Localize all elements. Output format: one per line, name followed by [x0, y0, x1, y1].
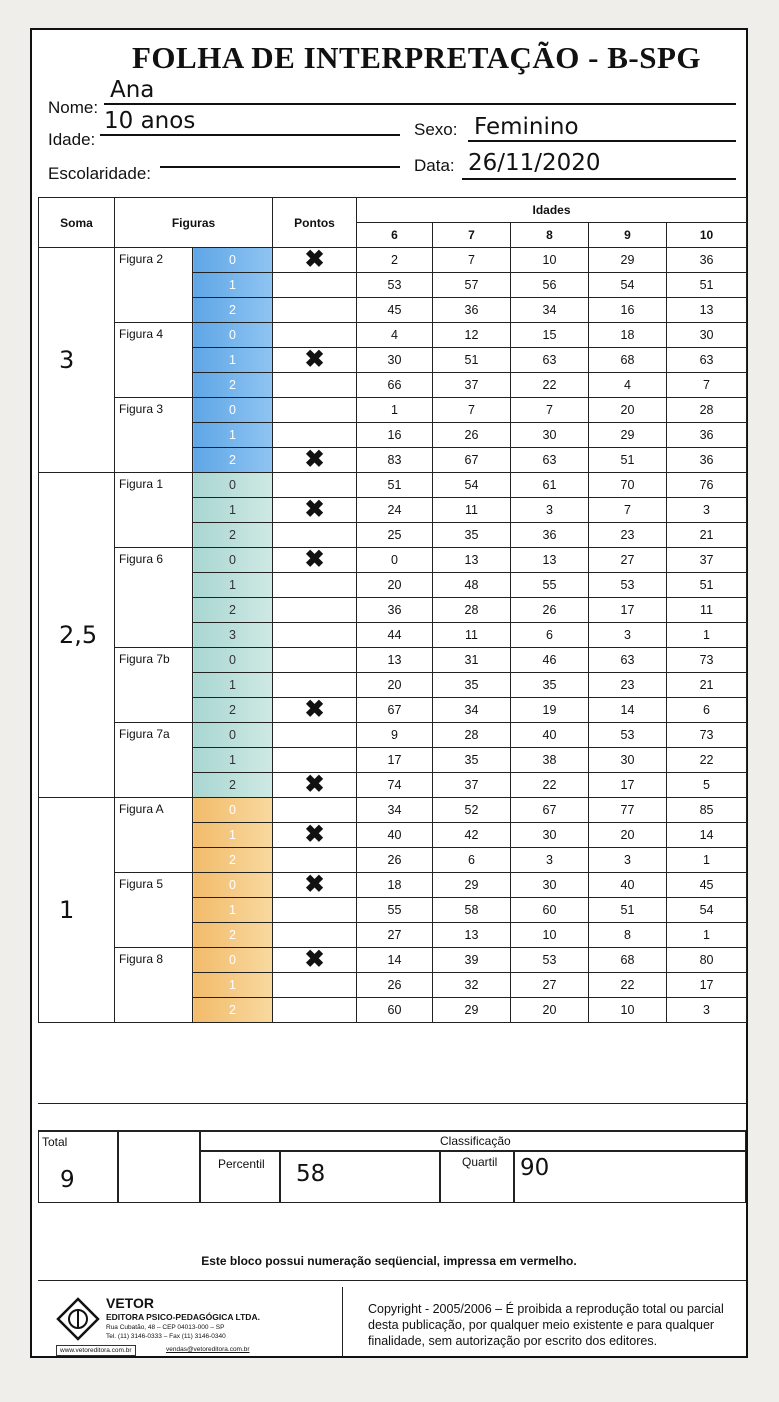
- form-title: FOLHA DE INTERPRETAÇÃO - B-SPG: [132, 40, 702, 75]
- age-value-cell: 17: [589, 773, 667, 798]
- age-value-cell: 73: [667, 648, 747, 673]
- pontos-cell[interactable]: [273, 323, 357, 348]
- age-value-cell: 36: [667, 248, 747, 273]
- age-value-cell: 28: [433, 598, 511, 623]
- classificacao-label: Classificação: [440, 1134, 511, 1148]
- table-row: [39, 548, 747, 573]
- age-value-cell: 66: [357, 373, 433, 398]
- age-value-cell: 10: [511, 248, 589, 273]
- company-website[interactable]: www.vetoreditora.com.br: [56, 1345, 136, 1356]
- age-value-cell: 24: [357, 498, 433, 523]
- age-value-cell: 9: [357, 723, 433, 748]
- age-value-cell: 48: [433, 573, 511, 598]
- age-value-cell: 38: [511, 748, 589, 773]
- age-value-cell: 14: [357, 948, 433, 973]
- age-value-cell: 7: [433, 248, 511, 273]
- figure-level: 0: [193, 873, 273, 898]
- age-value-cell: 34: [433, 698, 511, 723]
- table-body: [39, 248, 747, 1023]
- age-value-cell: 7: [433, 398, 511, 423]
- age-value-cell: 25: [357, 523, 433, 548]
- cross-mark-icon: ✖: [304, 946, 325, 973]
- age-value-cell: 80: [667, 948, 747, 973]
- figure-level: 0: [193, 473, 273, 498]
- summary-block: [38, 1103, 746, 1203]
- sexo-line: [468, 140, 736, 142]
- age-value-cell: 30: [589, 748, 667, 773]
- age-value-cell: 44: [357, 623, 433, 648]
- pontos-cell[interactable]: [273, 573, 357, 598]
- figure-name: Figura 7b: [115, 648, 193, 723]
- age-value-cell: 18: [589, 323, 667, 348]
- total-label: Total: [42, 1135, 68, 1149]
- age-header: 9: [589, 223, 667, 248]
- age-value-cell: 51: [357, 473, 433, 498]
- age-value-cell: 1: [667, 923, 747, 948]
- form-sheet: [30, 28, 748, 1358]
- scoring-table: [38, 197, 747, 1023]
- col-idades: Idades: [357, 198, 747, 223]
- figure-level: 0: [193, 798, 273, 823]
- age-value-cell: 6: [433, 848, 511, 873]
- figure-level: 0: [193, 948, 273, 973]
- col-figuras: Figuras: [115, 198, 273, 248]
- age-value-cell: 1: [357, 398, 433, 423]
- pontos-cell[interactable]: [273, 973, 357, 998]
- age-value-cell: 51: [667, 573, 747, 598]
- age-value-cell: 13: [357, 648, 433, 673]
- company-address: Rua Cubatão, 48 – CEP 04013-000 – SP: [106, 1324, 225, 1331]
- age-value-cell: 4: [589, 373, 667, 398]
- age-value-cell: 53: [589, 573, 667, 598]
- cross-mark-icon: ✖: [304, 246, 325, 273]
- age-value-cell: 20: [511, 998, 589, 1023]
- age-value-cell: 23: [589, 673, 667, 698]
- figure-level: 1: [193, 348, 273, 373]
- figure-level: 0: [193, 723, 273, 748]
- figure-level: 1: [193, 573, 273, 598]
- percentil-label: Percentil: [218, 1157, 265, 1171]
- nome-value[interactable]: Ana: [110, 77, 155, 103]
- age-value-cell: 30: [511, 873, 589, 898]
- idade-line: [100, 134, 400, 136]
- escolaridade-label: Escolaridade:: [48, 164, 152, 183]
- pontos-cell[interactable]: [273, 423, 357, 448]
- sequential-note: Este bloco possui numeração seqüencial, impressa em vermelho.: [201, 1254, 577, 1268]
- age-value-cell: 7: [511, 398, 589, 423]
- idade-label: Idade:: [48, 130, 96, 149]
- age-value-cell: 22: [589, 973, 667, 998]
- data-value[interactable]: 26/11/2020: [468, 150, 601, 176]
- age-value-cell: 45: [357, 298, 433, 323]
- age-value-cell: 26: [433, 423, 511, 448]
- age-value-cell: 16: [357, 423, 433, 448]
- age-value-cell: 3: [511, 498, 589, 523]
- table-row: [39, 723, 747, 748]
- pontos-cell[interactable]: [273, 473, 357, 498]
- age-value-cell: 35: [511, 673, 589, 698]
- figure-level: 1: [193, 823, 273, 848]
- age-value-cell: 67: [433, 448, 511, 473]
- figure-name: Figura 2: [115, 248, 193, 323]
- age-value-cell: 0: [357, 548, 433, 573]
- age-value-cell: 32: [433, 973, 511, 998]
- soma-value: 1: [39, 798, 115, 1023]
- table-row: [39, 248, 747, 273]
- pontos-cell[interactable]: [273, 698, 357, 723]
- age-value-cell: 8: [589, 923, 667, 948]
- table-row: [39, 873, 747, 898]
- age-value-cell: 7: [589, 498, 667, 523]
- age-value-cell: 29: [433, 998, 511, 1023]
- figure-name: Figura 7a: [115, 723, 193, 798]
- cross-mark-icon: ✖: [304, 346, 325, 373]
- cross-mark-icon: ✖: [304, 496, 325, 523]
- age-value-cell: 14: [667, 823, 747, 848]
- company-name: EDITORA PSICO-PEDAGÓGICA LTDA.: [106, 1312, 260, 1322]
- figure-level: 2: [193, 598, 273, 623]
- pontos-cell[interactable]: [273, 398, 357, 423]
- age-value-cell: 40: [357, 823, 433, 848]
- figure-level: 0: [193, 248, 273, 273]
- figure-level: 3: [193, 623, 273, 648]
- pontos-cell[interactable]: [273, 748, 357, 773]
- footer: [38, 1280, 746, 1361]
- age-value-cell: 20: [589, 823, 667, 848]
- pontos-cell[interactable]: [273, 948, 357, 973]
- age-value-cell: 13: [433, 548, 511, 573]
- age-value-cell: 53: [357, 273, 433, 298]
- age-value-cell: 12: [433, 323, 511, 348]
- age-value-cell: 3: [589, 623, 667, 648]
- age-header: 8: [511, 223, 589, 248]
- age-value-cell: 36: [433, 298, 511, 323]
- age-value-cell: 2: [357, 248, 433, 273]
- age-value-cell: 45: [667, 873, 747, 898]
- cross-mark-icon: ✖: [304, 696, 325, 723]
- age-value-cell: 22: [511, 373, 589, 398]
- percentil-value[interactable]: 58: [296, 1161, 326, 1187]
- figure-level: 2: [193, 373, 273, 398]
- data-line: [462, 178, 736, 180]
- age-value-cell: 76: [667, 473, 747, 498]
- age-value-cell: 55: [357, 898, 433, 923]
- nome-label: Nome:: [48, 98, 99, 117]
- data-label: Data:: [414, 156, 455, 175]
- cross-mark-icon: ✖: [304, 546, 325, 573]
- cross-mark-icon: ✖: [304, 446, 325, 473]
- pontos-cell[interactable]: [273, 598, 357, 623]
- age-value-cell: 74: [357, 773, 433, 798]
- age-value-cell: 29: [433, 873, 511, 898]
- age-value-cell: 61: [511, 473, 589, 498]
- figure-name: Figura 1: [115, 473, 193, 548]
- age-value-cell: 15: [511, 323, 589, 348]
- age-value-cell: 42: [433, 823, 511, 848]
- age-value-cell: 68: [589, 348, 667, 373]
- age-value-cell: 35: [433, 673, 511, 698]
- quartil-label: Quartil: [462, 1155, 498, 1169]
- figure-name: Figura 3: [115, 398, 193, 473]
- pontos-cell[interactable]: [273, 623, 357, 648]
- figure-name: Figura 5: [115, 873, 193, 948]
- age-value-cell: 37: [667, 548, 747, 573]
- figure-level: 2: [193, 848, 273, 873]
- age-value-cell: 39: [433, 948, 511, 973]
- age-value-cell: 13: [433, 923, 511, 948]
- figure-level: 2: [193, 923, 273, 948]
- age-value-cell: 70: [589, 473, 667, 498]
- figure-level: 1: [193, 898, 273, 923]
- total-value[interactable]: 9: [60, 1167, 75, 1193]
- age-value-cell: 83: [357, 448, 433, 473]
- cross-mark-icon: ✖: [304, 821, 325, 848]
- soma-value: 2,5: [39, 473, 115, 798]
- age-value-cell: 52: [433, 798, 511, 823]
- age-value-cell: 31: [433, 648, 511, 673]
- age-value-cell: 51: [589, 448, 667, 473]
- figure-level: 2: [193, 773, 273, 798]
- age-value-cell: 54: [667, 898, 747, 923]
- age-value-cell: 11: [433, 623, 511, 648]
- quartil-value[interactable]: 90: [520, 1155, 550, 1181]
- age-value-cell: 20: [357, 673, 433, 698]
- figure-level: 0: [193, 648, 273, 673]
- age-value-cell: 14: [589, 698, 667, 723]
- age-value-cell: 36: [511, 523, 589, 548]
- pontos-cell[interactable]: [273, 273, 357, 298]
- age-value-cell: 22: [667, 748, 747, 773]
- age-value-cell: 36: [357, 598, 433, 623]
- table-row: [39, 473, 747, 498]
- pontos-cell[interactable]: [273, 798, 357, 823]
- age-value-cell: 3: [589, 848, 667, 873]
- figure-name: Figura 8: [115, 948, 193, 1023]
- age-value-cell: 53: [511, 948, 589, 973]
- pontos-cell[interactable]: [273, 548, 357, 573]
- table-row: [39, 798, 747, 823]
- copyright-text: Copyright - 2005/2006 – É proibida a reprodução total ou parcial desta publicação, por qualquer meio existente e para qualquer finalidade, sem autorização por escrito dos editores.: [368, 1302, 724, 1348]
- age-value-cell: 40: [511, 723, 589, 748]
- pontos-cell[interactable]: [273, 648, 357, 673]
- figure-level: 1: [193, 423, 273, 448]
- pontos-cell[interactable]: [273, 523, 357, 548]
- vetor-logo-icon: [56, 1297, 100, 1341]
- age-value-cell: 68: [589, 948, 667, 973]
- age-value-cell: 28: [667, 398, 747, 423]
- age-value-cell: 26: [357, 973, 433, 998]
- figure-level: 1: [193, 273, 273, 298]
- company-phone: Tel. (11) 3146-0333 – Fax (11) 3146-0340: [106, 1333, 226, 1340]
- pontos-cell[interactable]: [273, 873, 357, 898]
- pontos-cell[interactable]: [273, 823, 357, 848]
- age-value-cell: 57: [433, 273, 511, 298]
- pontos-cell[interactable]: [273, 898, 357, 923]
- pontos-cell[interactable]: [273, 773, 357, 798]
- age-value-cell: 22: [511, 773, 589, 798]
- table-row: [39, 948, 747, 973]
- figure-level: 2: [193, 698, 273, 723]
- age-value-cell: 58: [433, 898, 511, 923]
- age-value-cell: 35: [433, 523, 511, 548]
- age-value-cell: 6: [667, 698, 747, 723]
- age-header: 6: [357, 223, 433, 248]
- figure-level: 1: [193, 748, 273, 773]
- age-value-cell: 51: [667, 273, 747, 298]
- nome-line: [104, 103, 736, 105]
- col-soma: Soma: [39, 198, 115, 248]
- figure-level: 1: [193, 498, 273, 523]
- figure-level: 0: [193, 398, 273, 423]
- age-value-cell: 17: [357, 748, 433, 773]
- soma-value: 3: [39, 248, 115, 473]
- figure-name: Figura 4: [115, 323, 193, 398]
- age-value-cell: 4: [357, 323, 433, 348]
- age-value-cell: 53: [589, 723, 667, 748]
- age-value-cell: 63: [511, 448, 589, 473]
- table-row: [39, 398, 747, 423]
- figure-level: 0: [193, 323, 273, 348]
- age-value-cell: 28: [433, 723, 511, 748]
- age-value-cell: 60: [357, 998, 433, 1023]
- age-value-cell: 63: [589, 648, 667, 673]
- figure-name: Figura 6: [115, 548, 193, 648]
- age-value-cell: 67: [511, 798, 589, 823]
- age-value-cell: 56: [511, 273, 589, 298]
- age-header: 7: [433, 223, 511, 248]
- age-value-cell: 85: [667, 798, 747, 823]
- age-value-cell: 13: [511, 548, 589, 573]
- pontos-cell[interactable]: [273, 923, 357, 948]
- age-value-cell: 23: [589, 523, 667, 548]
- figure-level: 0: [193, 548, 273, 573]
- age-value-cell: 27: [511, 973, 589, 998]
- pontos-cell[interactable]: [273, 348, 357, 373]
- figure-level: 2: [193, 998, 273, 1023]
- age-header: 10: [667, 223, 747, 248]
- age-value-cell: 13: [667, 298, 747, 323]
- idade-value[interactable]: 10 anos: [104, 108, 196, 134]
- age-value-cell: 7: [667, 373, 747, 398]
- age-value-cell: 6: [511, 623, 589, 648]
- age-value-cell: 55: [511, 573, 589, 598]
- sexo-value[interactable]: Feminino: [474, 114, 579, 140]
- pontos-cell[interactable]: [273, 848, 357, 873]
- age-value-cell: 73: [667, 723, 747, 748]
- age-value-cell: 60: [511, 898, 589, 923]
- age-value-cell: 10: [511, 923, 589, 948]
- age-value-cell: 29: [589, 248, 667, 273]
- age-value-cell: 30: [511, 823, 589, 848]
- pontos-cell[interactable]: [273, 448, 357, 473]
- pontos-cell[interactable]: [273, 248, 357, 273]
- age-value-cell: 16: [589, 298, 667, 323]
- table-row: [39, 648, 747, 673]
- age-value-cell: 21: [667, 673, 747, 698]
- sexo-label: Sexo:: [414, 120, 458, 139]
- age-value-cell: 30: [667, 323, 747, 348]
- pontos-cell[interactable]: [273, 723, 357, 748]
- pontos-cell[interactable]: [273, 298, 357, 323]
- escolaridade-line: [160, 166, 400, 168]
- age-value-cell: 18: [357, 873, 433, 898]
- age-value-cell: 3: [511, 848, 589, 873]
- figure-level: 2: [193, 523, 273, 548]
- age-value-cell: 20: [357, 573, 433, 598]
- age-value-cell: 27: [357, 923, 433, 948]
- age-value-cell: 63: [511, 348, 589, 373]
- age-value-cell: 26: [357, 848, 433, 873]
- figure-level: 2: [193, 298, 273, 323]
- age-value-cell: 20: [589, 398, 667, 423]
- age-value-cell: 35: [433, 748, 511, 773]
- age-value-cell: 27: [589, 548, 667, 573]
- age-value-cell: 19: [511, 698, 589, 723]
- age-value-cell: 51: [433, 348, 511, 373]
- age-value-cell: 11: [433, 498, 511, 523]
- pontos-cell[interactable]: [273, 373, 357, 398]
- col-pontos: Pontos: [273, 198, 357, 248]
- age-value-cell: 67: [357, 698, 433, 723]
- age-value-cell: 17: [667, 973, 747, 998]
- age-value-cell: 46: [511, 648, 589, 673]
- age-value-cell: 36: [667, 423, 747, 448]
- cross-mark-icon: ✖: [304, 771, 325, 798]
- brand-name: VETOR: [106, 1295, 154, 1311]
- age-value-cell: 1: [667, 623, 747, 648]
- age-value-cell: 3: [667, 998, 747, 1023]
- age-value-cell: 63: [667, 348, 747, 373]
- figure-level: 1: [193, 673, 273, 698]
- age-value-cell: 5: [667, 773, 747, 798]
- age-value-cell: 29: [589, 423, 667, 448]
- figure-level: 1: [193, 973, 273, 998]
- pontos-cell[interactable]: [273, 673, 357, 698]
- age-value-cell: 54: [589, 273, 667, 298]
- pontos-cell[interactable]: [273, 498, 357, 523]
- age-value-cell: 30: [357, 348, 433, 373]
- company-email[interactable]: vendas@vetoreditora.com.br: [166, 1346, 250, 1353]
- age-value-cell: 37: [433, 773, 511, 798]
- age-value-cell: 37: [433, 373, 511, 398]
- age-value-cell: 40: [589, 873, 667, 898]
- age-value-cell: 11: [667, 598, 747, 623]
- table-row: [39, 323, 747, 348]
- age-value-cell: 54: [433, 473, 511, 498]
- age-value-cell: 21: [667, 523, 747, 548]
- age-value-cell: 30: [511, 423, 589, 448]
- age-value-cell: 34: [357, 798, 433, 823]
- age-value-cell: 51: [589, 898, 667, 923]
- cross-mark-icon: ✖: [304, 871, 325, 898]
- age-value-cell: 36: [667, 448, 747, 473]
- age-value-cell: 77: [589, 798, 667, 823]
- age-value-cell: 17: [589, 598, 667, 623]
- figure-level: 2: [193, 448, 273, 473]
- age-value-cell: 26: [511, 598, 589, 623]
- age-value-cell: 10: [589, 998, 667, 1023]
- age-value-cell: 3: [667, 498, 747, 523]
- footer-divider: [342, 1287, 343, 1357]
- publisher-logo: [56, 1293, 326, 1353]
- age-value-cell: 34: [511, 298, 589, 323]
- age-value-cell: 1: [667, 848, 747, 873]
- pontos-cell[interactable]: [273, 998, 357, 1023]
- figure-name: Figura A: [115, 798, 193, 873]
